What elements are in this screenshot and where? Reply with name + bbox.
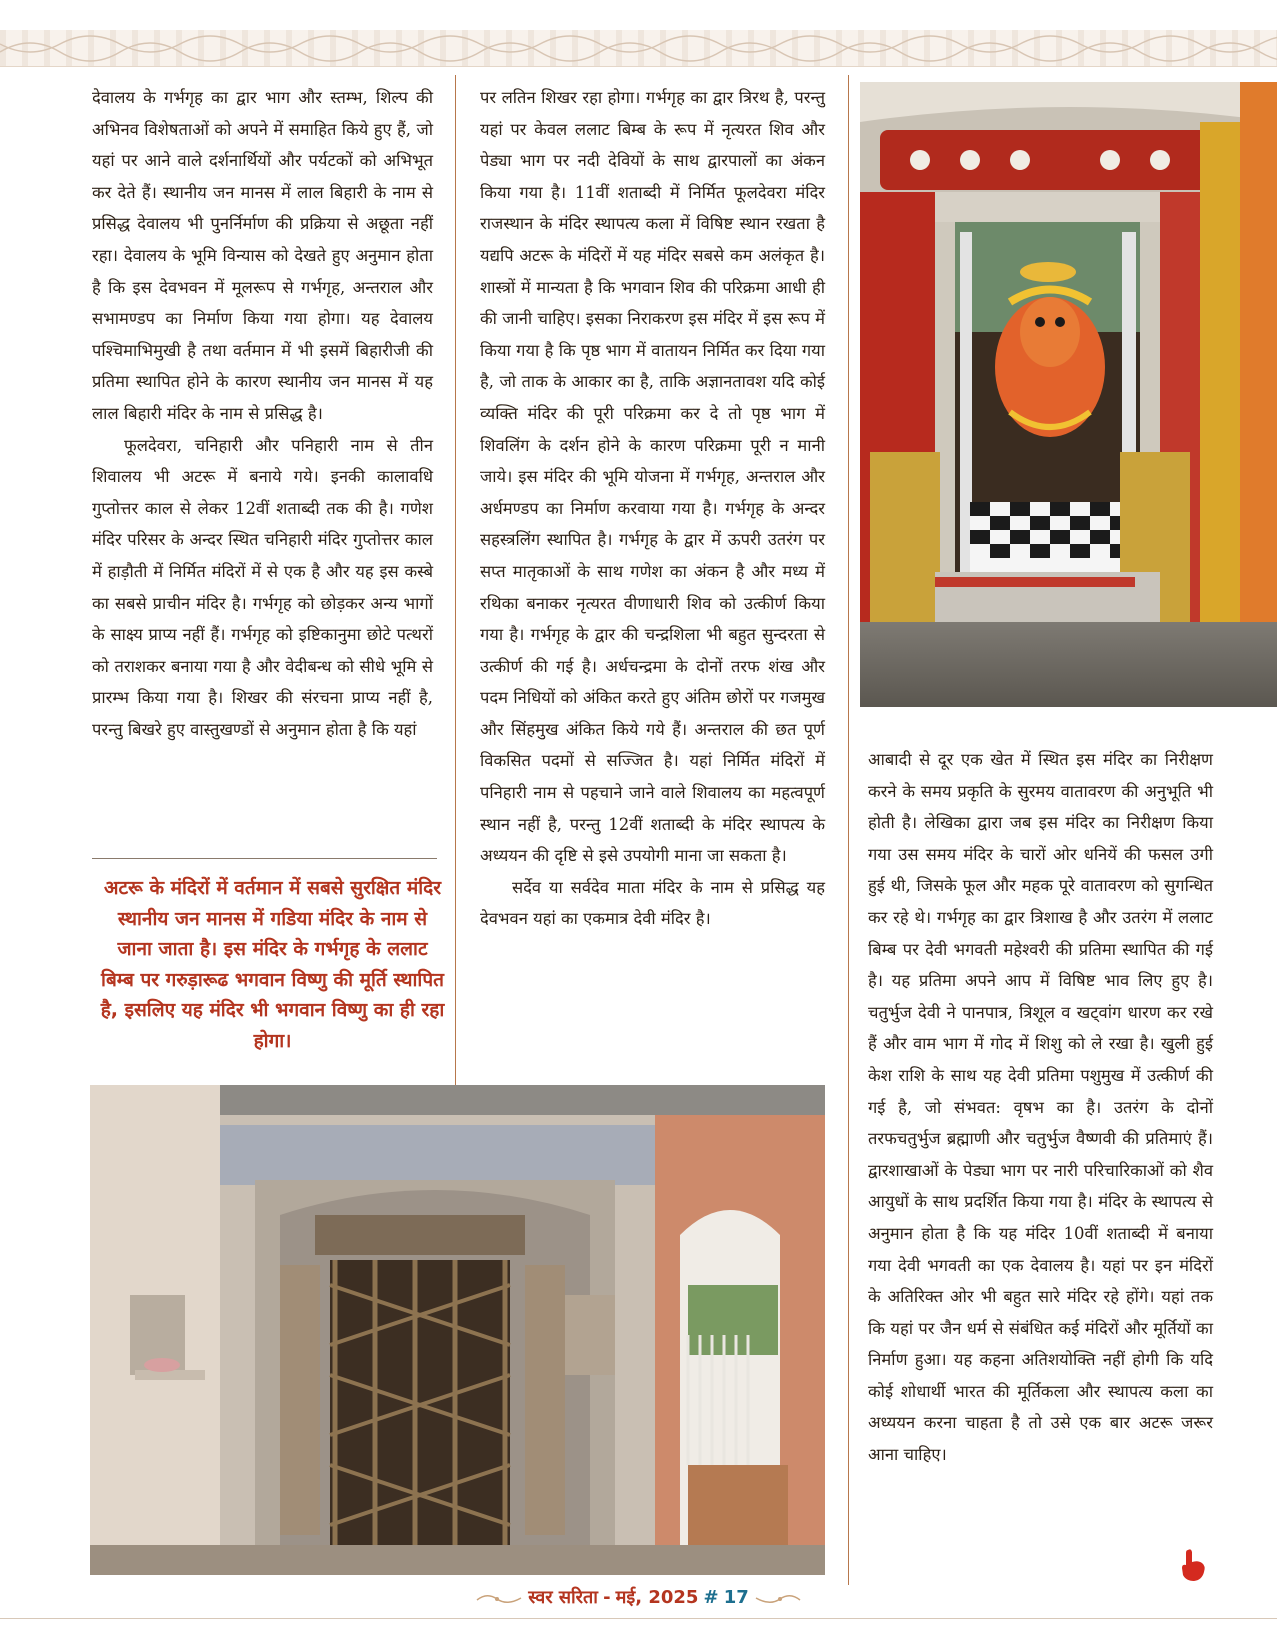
footer-separator: - — [603, 1587, 611, 1608]
article-column-1 — [92, 82, 433, 745]
temple-doorway-photo — [90, 1085, 825, 1575]
page-hash: # — [703, 1587, 719, 1608]
pointing-hand-icon — [1180, 1548, 1206, 1586]
column-divider-1 — [455, 75, 456, 1085]
footer-rule — [0, 1618, 1277, 1619]
magazine-title: स्वर सरिता — [528, 1587, 598, 1608]
ganesh-shrine-photo — [860, 82, 1277, 707]
page-number: 17 — [723, 1587, 749, 1608]
page-footer — [0, 1585, 1277, 1615]
column2-paragraph-2: सर्देव या सर्वदेव माता मंदिर के नाम से प्रसिद्ध यह देवभवन यहां का एकमात्र देवी मंदिर है। — [480, 877, 825, 929]
column-divider-2 — [848, 75, 849, 1585]
column2-paragraph-1: पर लतिन शिखर रहा होगा। गर्भगृह का द्वार त्रिरथ है, परन्तु यहां पर केवल ललाट बिम्ब के रूप में नृत्यरत शिव और पेड्या भाग पर नदी देवियों के साथ द्वारपालों का अंकन किया गया है। 11वीं शताब्दी में निर्मित फूलदेवरा मंदिर राजस्थान के मंदिर स्थापत्य कला में विषिष्ट स्थान रखता है यद्यपि अटरू के मंदिरों में यह मंदिर सबसे कम अलंकृत है। शास्त्रों में मान्यता है कि भगवान शिव की परिक्रमा आधी ही की जानी चाहिए। इसका निराकरण इस मंदिर में इस रूप में किया गया है कि पृष्ठ भाग में वातायन निर्मित कर दिया गया है, जो ताक के आकार का है, ताकि अज्ञानतावश यदि कोई व्यक्ति मंदिर की पूरी परिक्रमा कर दे तो पृष्ठ भाग में शिवलिंग के दर्शन होने के कारण परिक्रमा पूरी न मानी जाये। इस मंदिर की भूमि योजना में गर्भगृह, अन्तराल और अर्धमण्डप का निर्माण करवाया गया है। गर्भगृह के अन्दर सहस्त्रलिंग स्थापित है। गर्भगृह के द्वार में ऊपरी उतरंग पर सप्त मातृकाओं के साथ गणेश का अंकन है और मध्य में रथिका बनाकर नृत्यरत वीणाधारी शिव को उत्कीर्ण किया गया है। गर्भगृह के द्वार की चन्द्रशिला भी बहुत सुन्दरता से उत्कीर्ण की गई है। अर्धचन्द्रमा के दोनों तरफ शंख और पदम निधियों को अंकित करते हुए अंतिम छोरों पर गजमुख और सिंहमुख अंकित किये गये हैं। अन्तराल की छत पूर्ण विकसित पदमों से सज्जित है। यहां निर्मित मंदिरों में पनिहारी नाम से पहचाने जाने वाले शिवालय का महत्वपूर्ण स्थान नहीं है, परन्तु 12वीं शताब्दी के मंदिर स्थापत्य के अध्ययन की दृष्टि से इसे उपयोगी माना जा सकता है। — [480, 88, 825, 866]
floral-ornament-icon — [475, 1592, 523, 1606]
column3-paragraph-1: आबादी से दूर एक खेत में स्थित इस मंदिर का निरीक्षण करने के समय प्रकृति के सुरमय वातावरण की अनुभूति भी होती है। लेखिका द्वारा जब इस मंदिर का निरीक्षण किया गया उस समय मंदिर के चारों ओर धनियें की फसल उगी हुई थी, जिसके फूल और महक पूरे वातावरण को सुगन्धित कर रहे थे। गर्भगृह का द्वार त्रिशाख है और उतरंग में ललाट बिम्ब पर देवी भगवती महेश्वरी की प्रतिमा स्थापित की गई है। यह प्रतिमा अपने आप में विषिष्ट भाव लिए हुए है। चतुर्भुज देवी ने पानपात्र, त्रिशूल व खट्वांग धारण कर रखे हैं और वाम भाग में गोद में शिशु को ले रखा है। खुली हुई केश राशि के साथ यह देवी प्रतिमा पशुमुख में उत्कीर्ण की गई है, जो संभवत: वृषभ का है। उतरंग के दोनों तरफचतुर्भुज ब्रह्माणी और चतुर्भुज वैष्णवी की प्रतिमाएं हैं। द्वारशाखाओं के पेड्या भाग पर नारी परिचारिकाओं को शैव आयुधों के साथ प्रदर्शित किया गया है। मंदिर के स्थापत्य से अनुमान होता है कि यह मंदिर 10वीं शताब्दी में बनाया गया देवी भगवती का एक देवालय है। यहां पर इन मंदिरों के अतिरिक्त ओर भी बहुत सारे मंदिर रहे होंगे। यहां तक कि यहां पर जैन धर्म से संबंधित कई मंदिरों और मूर्तियों का निर्माण हुआ। यह कहना अतिशयोक्ति नहीं होगी कि यदि कोई शोधार्थी भारत की मूर्तिकला और स्थापत्य कला का अध्ययन करना चाहता है तो उसे एक बार अटरू जरूर आना चाहिए। — [868, 750, 1213, 1465]
floral-border-ornament-icon — [0, 30, 1277, 66]
article-column-2 — [480, 82, 825, 935]
column1-paragraph-1: देवालय के गर्भगृह का द्वार भाग और स्तम्भ, शिल्प की अभिनव विशेषताओं को अपने में समाहित किये हुए हैं, जो यहां पर आने वाले दर्शनार्थियों और पर्यटकों को अभिभूत कर देते हैं। स्थानीय जन मानस में लाल बिहारी के नाम से प्रसिद्ध देवालय भी पुनर्निर्माण की प्रक्रिया से अछूता नहीं रहा। देवालय के भूमि विन्यास को देखते हुए अनुमान होता है कि इस देवभवन में मूलरूप से गर्भगृह, अन्तराल और सभामण्डप का निर्माण किया गया होगा। यह देवालय पश्चिमाभिमुखी है तथा वर्तमान में भी इसमें बिहारीजी की प्रतिमा स्थापित होने के कारण स्थानीय जन मानस में यह लाल बिहारी मंदिर के नाम से प्रसिद्ध है। — [92, 88, 433, 423]
issue-date: मई, 2025 — [615, 1587, 699, 1608]
pull-quote-top-rule — [92, 858, 437, 859]
column1-paragraph-2: फूलदेवरा, चनिहारी और पनिहारी नाम से तीन शिवालय भी अटरू में बनाये गये। इनकी कालावधि गुप्तोत्तर काल से लेकर 12वीं शताब्दी तक की है। गणेश मंदिर परिसर के अन्दर स्थित चनिहारी मंदिर गुप्तोत्तर काल में हाड़ौती में निर्मित मंदिरों में से एक है और यह इस कस्बे का सबसे प्राचीन मंदिर है। गर्भगृह को छोड़कर अन्य भागों के साक्ष्य प्राप्य नहीं हैं। गर्भगृह को इष्टिकानुमा छोटे पत्थरों को तराशकर बनाया गया है और वेदीबन्ध को सीधे भूमि से प्रारम्भ किया गया है। शिखर की संरचना प्राप्य नहीं है, परन्तु बिखरे हुए वास्तुखण्डों से अनुमान होता है कि यहां — [92, 435, 433, 739]
pull-quote: अटरू के मंदिरों में वर्तमान में सबसे सुरक्षित मंदिर स्थानीय जन मानस में गडिया मंदिर के नाम से जाना जाता है। इस मंदिर के गर्भगृह के ललाट बिम्ब पर गरुड़ारूढ भगवान विष्णु की मूर्ति स्थापित है, इसलिए यह मंदिर भी भगवान विष्णु का ही रहा होगा। — [100, 877, 445, 1052]
top-floral-border — [0, 30, 1277, 67]
floral-ornament-icon — [754, 1592, 802, 1606]
article-column-3 — [868, 744, 1213, 1471]
